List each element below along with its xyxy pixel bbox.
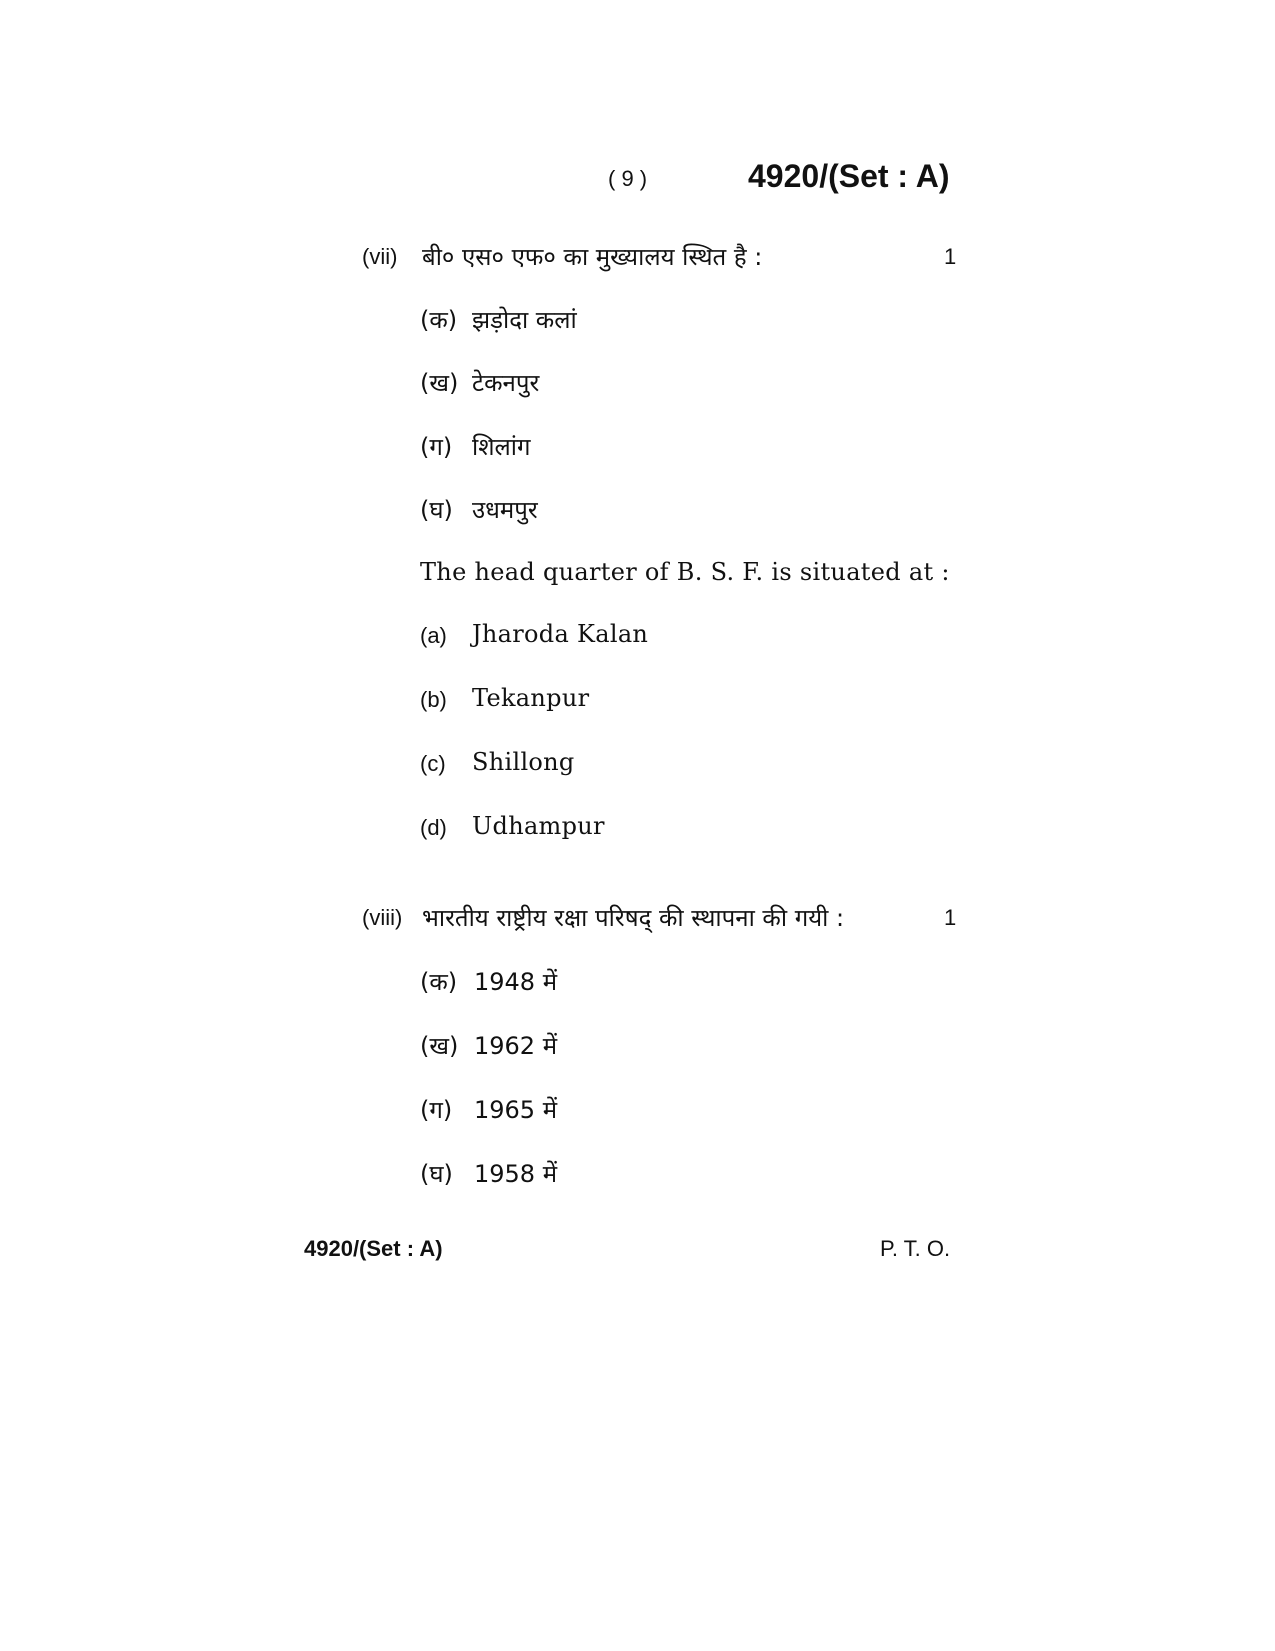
q7-english-option-text: Tekanpur <box>472 684 590 712</box>
q8-hindi-option-label: (ग) <box>420 1096 453 1124</box>
q7-hindi-option-label: (घ) <box>420 496 453 524</box>
q7-hindi-option-text: टेकनपुर <box>472 369 540 397</box>
q8-hindi-option-text: 1962 में <box>474 1032 558 1060</box>
q7-hindi-option-label: (ग) <box>420 433 453 461</box>
q7-english-option-label: (d) <box>420 815 447 840</box>
q7-hindi-option-text: झड़ोदा कलां <box>472 306 577 334</box>
q8-hindi-option-text: 1948 में <box>474 968 558 996</box>
q7-english-option-text: Jharoda Kalan <box>472 620 649 648</box>
page-number: ( 9 ) <box>608 166 648 191</box>
q8-hindi-option-text: 1965 में <box>474 1096 558 1124</box>
q7-english-option-text: Shillong <box>472 748 575 776</box>
question-viii-marks: 1 <box>944 905 957 930</box>
question-viii-hindi: भारतीय राष्ट्रीय रक्षा परिषद् की स्थापना की गयी : <box>422 904 845 932</box>
q8-hindi-option-text: 1958 में <box>474 1160 558 1188</box>
question-number-viii: (viii) <box>362 905 403 930</box>
q7-hindi-option-label: (क) <box>420 306 458 334</box>
q8-hindi-option-label: (ख) <box>420 1032 459 1060</box>
q7-english-option-label: (a) <box>420 623 447 648</box>
paper-code-header: 4920/(Set : A) <box>748 158 950 194</box>
q7-hindi-option-text: शिलांग <box>472 433 531 461</box>
q7-hindi-option-label: (ख) <box>420 369 459 397</box>
q7-english-option-label: (c) <box>420 751 446 776</box>
q7-english-option-text: Udhampur <box>472 812 605 840</box>
question-vii-marks: 1 <box>944 244 957 269</box>
question-vii-english: The head quarter of B. S. F. is situated at : <box>420 558 950 586</box>
question-vii-hindi: बी० एस० एफ० का मुख्यालय स्थित है : <box>422 243 763 271</box>
q8-hindi-option-label: (घ) <box>420 1160 453 1188</box>
q7-hindi-option-text: उधमपुर <box>472 496 538 524</box>
pto-label: P. T. O. <box>880 1236 951 1261</box>
paper-code-footer: 4920/(Set : A) <box>304 1236 443 1261</box>
question-number-vii: (vii) <box>362 244 398 269</box>
q8-hindi-option-label: (क) <box>420 968 458 996</box>
q7-english-option-label: (b) <box>420 687 447 712</box>
